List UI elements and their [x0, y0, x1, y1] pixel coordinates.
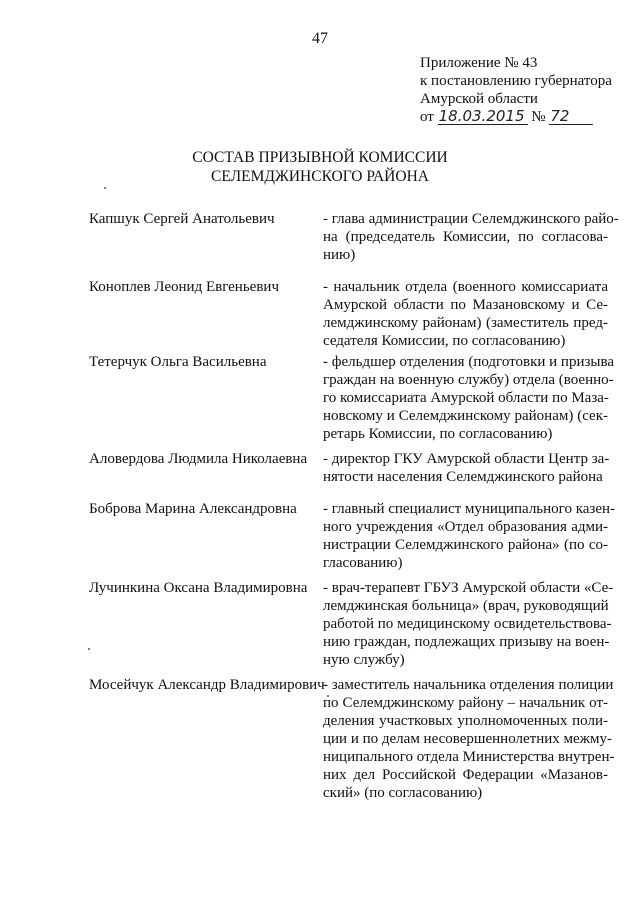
member-role-line: лемджинская больница» (врач, руководящий [323, 598, 609, 614]
member-name: Коноплев Леонид Евгеньевич [89, 279, 279, 295]
member-role [323, 210, 619, 264]
title-line-2: СЕЛЕМДЖИНСКОГО РАЙОНА [211, 168, 429, 185]
member-role-line: гласованию) [323, 555, 403, 571]
member-role-line: седателя Комиссии, по согласованию) [323, 333, 566, 349]
member-role-line: го комиссариата Амурской области по Маза- [323, 390, 609, 406]
scan-speck [104, 187, 106, 189]
date-prefix: от [420, 109, 434, 125]
member-name: Тетерчук Ольга Васильевна [89, 354, 267, 370]
member-role [323, 278, 608, 350]
member-role-line: нию) [323, 247, 356, 263]
member-role-line: - врач-терапевт ГБУЗ Амурской области «Се- [323, 580, 614, 596]
document-title [0, 148, 640, 186]
number-prefix: № [531, 109, 546, 125]
member-role-line: работой по медицинскому освидетельствова- [323, 616, 612, 632]
member-role-line: нятости населения Селемджинского района [323, 469, 603, 485]
member-role-line: ретарь Комиссии, по согласованию) [323, 426, 553, 442]
member-role [323, 676, 615, 802]
member-role-line: ного учреждения «Отдел образования адми- [323, 519, 608, 535]
member-role-line: них дел Российской Федерации «Мазанов- [323, 767, 608, 783]
member-name: Аловердова Людмила Николаевна [89, 451, 308, 467]
appendix-line-2: к постановлению губернатора [420, 73, 612, 89]
member-role-line: - директор ГКУ Амурской области Центр за- [323, 451, 610, 467]
member-role-line: нию граждан, подлежащих призыву на воен- [323, 634, 610, 650]
member-name: Мосейчук Александр Владимирович [89, 677, 325, 693]
appendix-line-3: Амурской области [420, 91, 538, 107]
handwritten-number: 72 [549, 109, 593, 125]
member-role-line: - начальник отдела (военного комиссариата [323, 279, 608, 295]
member-role-line: ную службу) [323, 652, 405, 668]
scan-speck [88, 648, 90, 650]
member-role-line: на (председатель Комиссии, по согласова- [323, 229, 608, 245]
appendix-header [420, 54, 612, 126]
member-role-line: нистрации Селемджинского района» (по со- [323, 537, 608, 553]
member-role-line: по Селемджинскому району – начальник от- [323, 695, 608, 711]
member-role-line: граждан на военную службу) отдела (военно- [323, 372, 614, 388]
appendix-date-line [420, 108, 612, 126]
member-role-line: - главный специалист муниципального казен- [323, 501, 616, 517]
member-role-line: - фельдшер отделения (подготовки и призыва [323, 354, 615, 370]
member-role-line: лемджинскому районам) (заместитель пред- [323, 315, 608, 331]
title-line-1: СОСТАВ ПРИЗЫВНОЙ КОМИССИИ [192, 149, 448, 166]
member-role-line: ский» (по согласованию) [323, 785, 483, 801]
member-role-line: Амурской области по Мазановскому и Се- [323, 297, 608, 313]
appendix-line-1: Приложение № 43 [420, 55, 538, 71]
member-role-line: новскому и Селемджинскому районам) (сек- [323, 408, 608, 424]
member-role-line: ниципального отдела Министерства внутрен- [323, 749, 615, 765]
handwritten-date: 18.03.2015 [438, 109, 528, 125]
member-role [323, 450, 608, 486]
member-role [323, 353, 615, 443]
member-name: Лучинкина Оксана Владимировна [89, 580, 308, 596]
member-role [323, 500, 616, 572]
member-role-line: ции и по делам несовершеннолетних межму- [323, 731, 612, 747]
member-role-line: деления участковых уполномоченных поли- [323, 713, 608, 729]
page-number: 47 [312, 30, 328, 47]
member-role-line: - глава администрации Селемджинского райо- [323, 211, 619, 227]
member-role [323, 579, 614, 669]
member-role-line: - заместитель начальника отделения полиции [323, 677, 614, 693]
member-name: Капшук Сергей Анатольевич [89, 211, 275, 227]
member-name: Боброва Марина Александровна [89, 501, 297, 517]
